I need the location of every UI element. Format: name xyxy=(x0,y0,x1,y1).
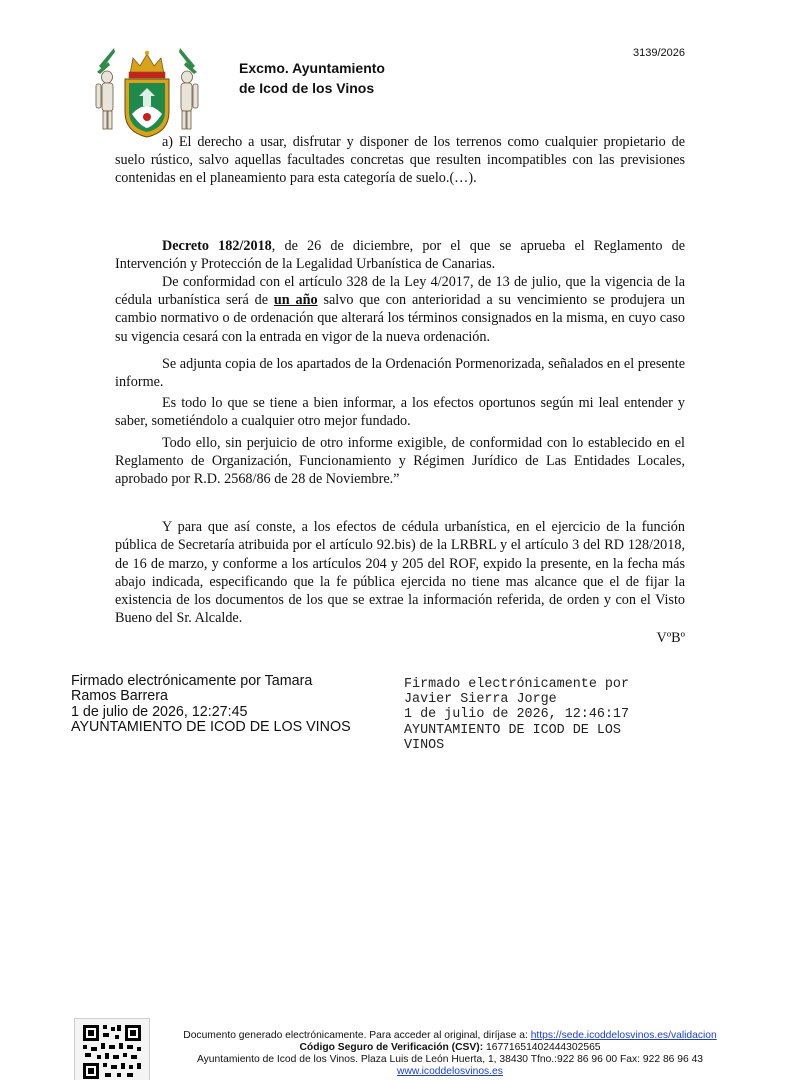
signature-block-left xyxy=(71,674,351,736)
paragraph-attachment: Se adjunta copia de los apartados de la Ordenación Pormenorizada, señalados en el presente informe. xyxy=(115,355,685,391)
decree-description: , de 26 de diciembre, por el que se aprueba el Reglamento de Intervención y Protección de la Legalidad Urbanística de Canarias. xyxy=(115,237,685,272)
signature-block-right xyxy=(404,677,629,753)
footer-validation-text: Documento generado electrónicamente. Para acceder al original, diríjase a: xyxy=(183,1030,531,1041)
paragraph-decree xyxy=(115,237,685,273)
visto-bueno-mark: VºBº xyxy=(656,630,685,647)
qr-code-icon xyxy=(75,1019,149,1080)
paragraph-regulation: Todo ello, sin perjuicio de otro informe exigible, de conformidad con lo establecido en el Reglamento de Organización, Funcionamiento y Régimen Jurídico de Las Entidades Locales, aprobado por R.D. 2568/86 de 28 de Noviembre.” xyxy=(115,434,685,488)
organization-name xyxy=(239,58,385,98)
coat-of-arms-icon xyxy=(94,44,200,140)
paragraph-validity xyxy=(115,273,685,346)
document-reference: 3139/2026 xyxy=(633,47,685,59)
validation-link[interactable]: https://sede.icoddelosvinos.es/validacion xyxy=(530,1030,717,1041)
footer-csv-line xyxy=(150,1042,750,1054)
paragraph-conclusion: Es todo lo que se tiene a bien informar, a los efectos oportunos según mi leal entender y saber, sometiéndolo a cualquier otro mejor fundado. xyxy=(115,395,685,430)
signature-left-date: 1 de julio de 2026, 12:27:45 xyxy=(71,703,248,720)
paragraph-rights: a) El derecho a usar, disfrutar y disponer de los terrenos como cualquier propietario de suelo rústico, salvo aquellas facultades concretas que resulten incompatibles con las previsiones contenidas en el planeamiento para esta categoría de suelo.(…). xyxy=(115,134,685,187)
document-body xyxy=(115,133,685,648)
signature-left-line-2: Ramos Barrera xyxy=(71,688,168,705)
footer-website-line xyxy=(150,1066,750,1078)
qr-code xyxy=(74,1018,150,1080)
paragraph-certification: Y para que así conste, a los efectos de cédula urbanística, en el ejercicio de la función pública de Secretaría atribuida por el artículo 92.bis) de la LRBRL y el artículo 3 del RD 128/2018, de 16 de marzo, y conforme a los artículos 204 y 205 del ROF, expido la presente, en la fecha más abajo indicada, especificando que la fe pública ejercida no tiene mas alcance que el de fijar la existencia de los documentos de los que se extrae la información referida, de orden y con el Visto Bueno del Sr. Alcalde. xyxy=(115,519,685,627)
decree-title: Decreto 182/2018 xyxy=(162,237,272,254)
signature-right-date: 1 de julio de 2026, 12:46:17 xyxy=(404,707,629,723)
footer-address: Ayuntamiento de Icod de los Vinos. Plaza Luis de León Huerta, 1, 38430 Tfno.:922 86 96 00 Fax: 922 86 96 43 xyxy=(196,1054,704,1065)
footer-validation-line xyxy=(150,1030,750,1042)
organization-line-1: Excmo. Ayuntamiento xyxy=(239,60,385,76)
document-footer xyxy=(150,1030,750,1078)
signature-right-entity-cont: VINOS xyxy=(404,737,445,753)
organization-line-2: de Icod de los Vinos xyxy=(239,80,375,96)
website-link[interactable]: www.icoddelosvinos.es xyxy=(397,1066,503,1077)
csv-value: 16771651402444302565 xyxy=(483,1042,601,1053)
signature-right-line-1: Firmado electrónicamente por xyxy=(404,677,629,692)
signature-left-line-1: Firmado electrónicamente por Tamara xyxy=(71,673,313,689)
validity-period: un año xyxy=(273,292,318,309)
signature-right-line-2: Javier Sierra Jorge xyxy=(404,692,557,708)
validity-text-b: salvo que con anterioridad a su vencimiento se produjera un cambio normativo o de ordenación que alterará los términos consignados en la misma, en cuyo caso su vigencia cesará con la entrada en vigor de la nueva ordenación. xyxy=(115,292,685,345)
csv-label: Código Seguro de Verificación (CSV): xyxy=(299,1042,484,1053)
validity-text-a: De conformidad con el artículo 328 de la Ley 4/2017, de 13 de julio, que la vigencia de la cédula urbanística será de xyxy=(115,274,685,309)
signature-right-entity: AYUNTAMIENTO DE ICOD DE LOS xyxy=(404,722,621,738)
signature-left-entity: AYUNTAMIENTO DE ICOD DE LOS VINOS xyxy=(71,719,351,736)
